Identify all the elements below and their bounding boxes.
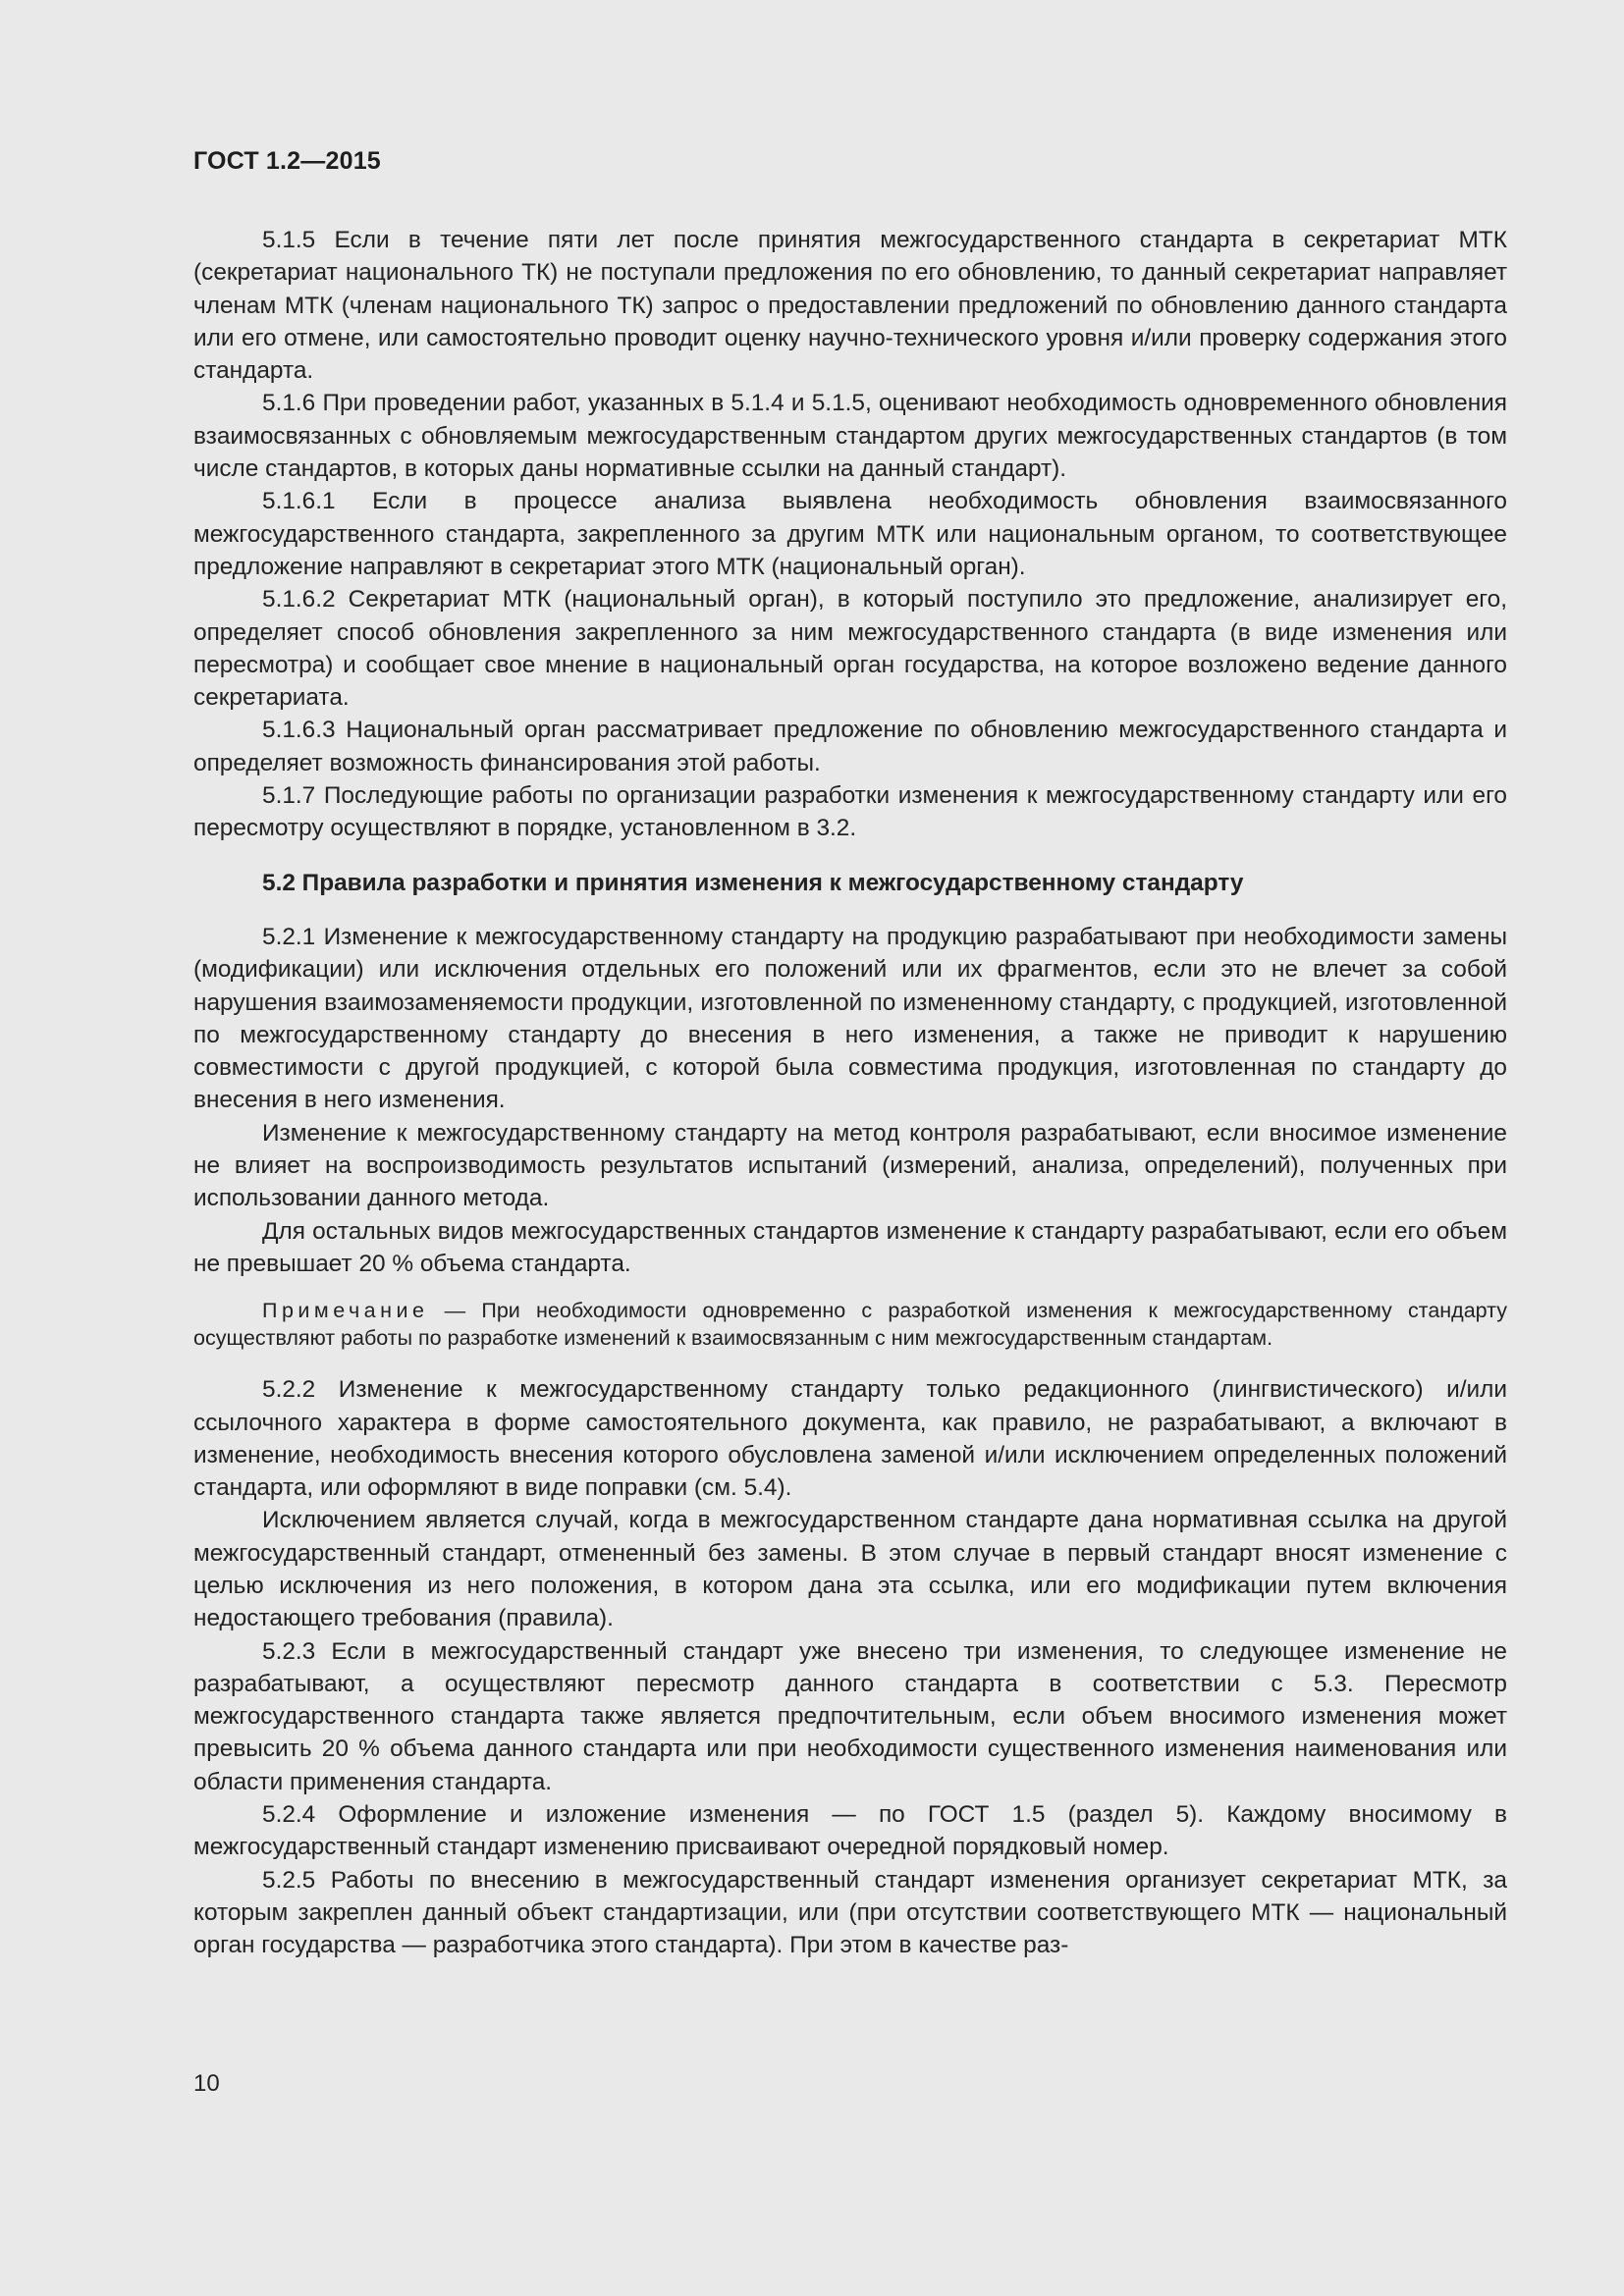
paragraph-5-1-5: 5.1.5 Если в течение пяти лет после принятия межгосударственного стандарта в секретариат МТК (секретариат национального ТК) не поступали предложения по его обновлению, то данный секретариат направляет членам МТК (членам национального ТК) запрос о предоставлении предложений по обновлению данного стандарта или его отмене, или самостоятельно проводит оценку научно-технического уровня и/или проверку содержания этого стандарта. — [193, 227, 1507, 385]
paragraph-5-2-1-methods: Изменение к межгосударственному стандарту на метод контроля разрабатывают, если вносимое изменение не влияет на воспроизводимость результатов испытаний (измерений, анализа, определений), полученных при использовании данного метода. — [193, 1119, 1507, 1212]
paragraph-5-2-4: 5.2.4 Оформление и изложение изменения — по ГОСТ 1.5 (раздел 5). Каждому вносимому в межгосударственный стандарт изменению присваивают очередной порядковый номер. — [193, 1801, 1507, 1861]
paragraph-5-1-6-1: 5.1.6.1 Если в процессе анализа выявлена необходимость обновления взаимосвязанного межгосударственного стандарта, закрепленного за другим МТК или национальным органом, то соответствующее предложение направляют в секретариат этого МТК (национальный орган). — [193, 488, 1507, 580]
paragraph-5-2-1: 5.2.1 Изменение к межгосударственному стандарту на продукцию разрабатывают при необходимости замены (модификации) или исключения отдельных его положений или их фрагментов, если это не влечет за собой нарушения взаимозаменяемости продукции, изготовленной по измененному стандарту, с продукцией, изготовленной по межгосударственному стандарту до внесения в него изменения, а также не приводит к нарушению совместимости с другой продукцией, с которой была совместима продукция, изготовленная по стандарту до внесения в него изменения. — [193, 923, 1507, 1114]
paragraph-5-1-7: 5.1.7 Последующие работы по организации разработки изменения к межгосударственному стандарту или его пересмотру осуществляют в порядке, установленном в 3.2. — [193, 782, 1507, 842]
paragraph-5-1-6-2: 5.1.6.2 Секретариат МТК (национальный орган), в который поступило это предложение, анализирует его, определяет способ обновления закрепленного за ним межгосударственного стандарта (в виде изменения или пересмотра) и сообщает свое мнение в национальный орган государства, на которое возложено ведение данного секретариата. — [193, 586, 1507, 712]
paragraph-5-2-3: 5.2.3 Если в межгосударственный стандарт уже внесено три изменения, то следующее изменение не разрабатывают, а осуществляют пересмотр данного стандарта в соответствии с 5.3. Пересмотр межгосударственного стандарта также является предпочтительным, если объем вносимого изменения может превысить 20 % объема данного стандарта или при необходимости существенного изменения наименования или области применения стандарта. — [193, 1637, 1507, 1795]
paragraph-5-1-6-3: 5.1.6.3 Национальный орган рассматривает предложение по обновлению межгосударственного стандарта и определяет возможность финансирования этой работы. — [193, 717, 1507, 776]
note — [193, 1298, 1507, 1352]
paragraph-5-1-6: 5.1.6 При проведении работ, указанных в 5.1.4 и 5.1.5, оценивают необходимость одновременного обновления взаимосвязанных с обновляемым межгосударственным стандартом других межгосударственных стандартов (в том числе стандартов, в которых даны нормативные ссылки на данный стандарт). — [193, 390, 1507, 483]
note-label: Примечание — [262, 1299, 429, 1323]
paragraph-5-2-5: 5.2.5 Работы по внесению в межгосударственный стандарт изменения организует секретариат МТК, за которым закреплен данный объект стандартизации, или (при отсутствии соответствующего МТК — национальный орган государства — разработчика этого стандарта). При этом в качестве раз- — [193, 1866, 1507, 1959]
note-text: — При необходимости одновременно с разработкой изменения к межгосударственному стандарту осуществляют работы по разработке изменений к взаимосвязанным с ним межгосударственным стандартам. — [193, 1299, 1507, 1350]
section-title-5-2: 5.2 Правила разработки и принятия изменения к межгосударственному стандарту — [262, 869, 1244, 896]
paragraph-5-2-2: 5.2.2 Изменение к межгосударственному стандарту только редакционного (лингвистического) и/или ссылочного характера в форме самостоятельного документа, как правило, не разрабатывают, а включают в изменение, необходимость внесения которого обусловлена заменой и/или исключением определенных положений стандарта, или оформляют в виде поправки (см. 5.4). — [193, 1376, 1507, 1502]
document-header: ГОСТ 1.2—2015 — [193, 147, 381, 175]
paragraph-5-2-1-other: Для остальных видов межгосударственных стандартов изменение к стандарту разрабатывают, если его объем не превышает 20 % объема стандарта. — [193, 1217, 1507, 1277]
document-body — [193, 224, 1507, 1962]
paragraph-5-2-2-exception: Исключением является случай, когда в межгосударственном стандарте дана нормативная ссылка на другой межгосударственный стандарт, отмененный без замены. В этом случае в первый стандарт вносят изменение с целью исключения из него положения, в котором дана эта ссылка, или его модификации путем включения недостающего требования (правила). — [193, 1507, 1507, 1632]
page-number: 10 — [193, 2070, 220, 2097]
